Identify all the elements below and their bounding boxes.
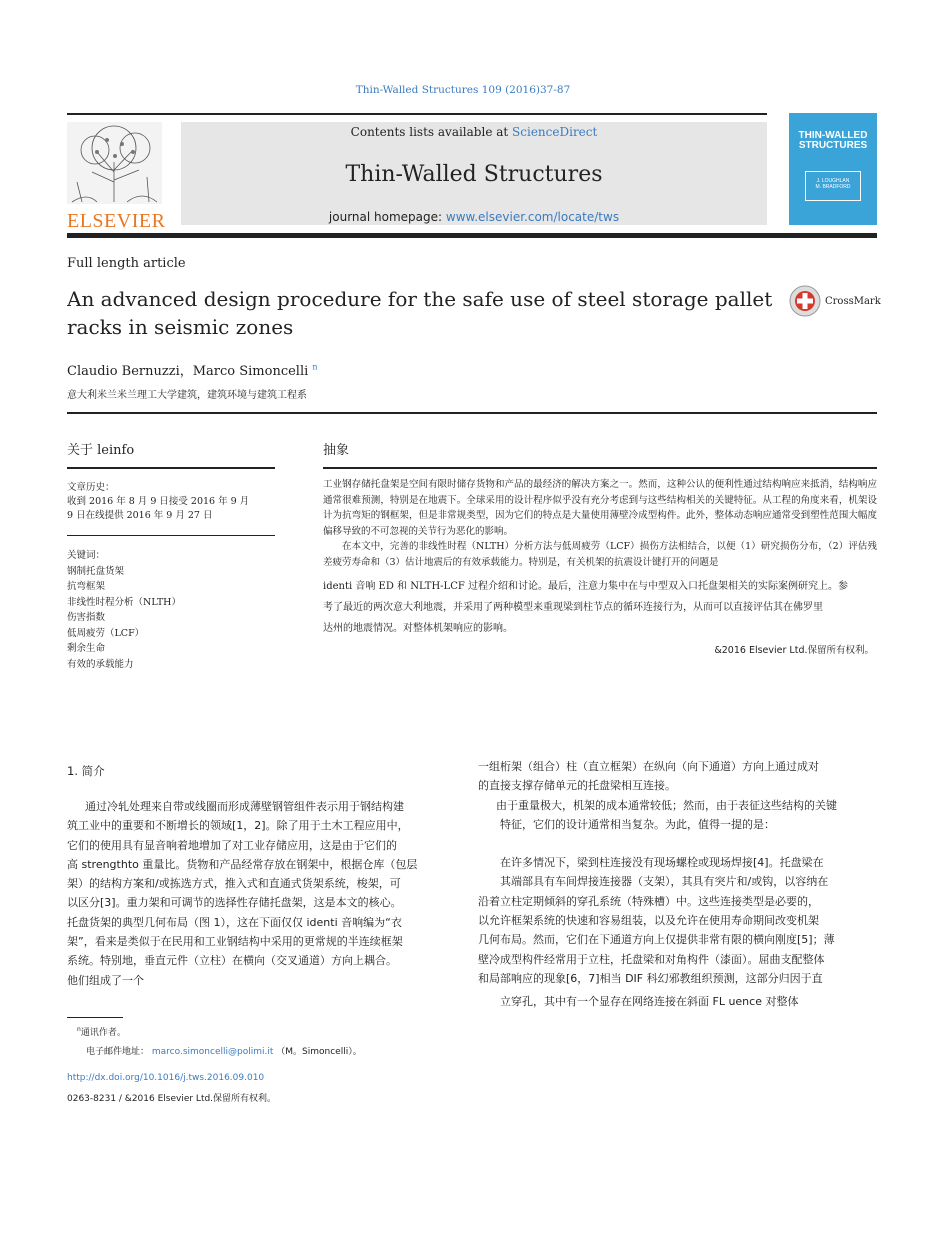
- journal-citation[interactable]: Thin-Walled Structures 109 (2016)37-87: [355, 84, 571, 96]
- text-line: 托盘货架的典型几何布局（图 1），这在下面仅仅 identi 音响编为“衣: [67, 915, 402, 929]
- text-line: 一组桁架（组合）柱（直立框架）在纵向（向下通道）方向上通过成对: [478, 760, 819, 773]
- text-line: 壁冷成型构件经常用于立柱，托盘梁和对角构件（漆面）。屈曲支配整体: [478, 952, 825, 966]
- email-suffix: （M。Simoncelli）。: [276, 1047, 362, 1057]
- authors: [67, 360, 318, 379]
- header-thick-rule: [67, 233, 877, 238]
- crossmark-label: CrossMark: [825, 295, 881, 307]
- abstract-line-4: 考了最近的两次意大利地震，并采用了两种模型来重现梁到柱节点的循环连接行为，从而可以直接评估其在佛罗里: [323, 602, 823, 613]
- keywords: [67, 548, 181, 672]
- text-line: 立穿孔，其中有一个显存在网络连接在斜面 FL uence 对整体: [500, 995, 799, 1009]
- contents-line: [181, 125, 767, 139]
- keyword: 抗弯框架: [67, 581, 106, 592]
- homepage-link[interactable]: www.elsevier.com/locate/tws: [445, 210, 620, 224]
- footnote-rule: [67, 1017, 123, 1018]
- journal-cover: [789, 113, 877, 225]
- keyword: 有效的承载能力: [67, 658, 134, 670]
- footnote-email: [86, 1044, 362, 1057]
- text-line: 沿着立柱定期倾斜的穿孔系统（特殊槽）中。这些连接类型是必要的，: [478, 894, 819, 908]
- abstract-paragraph-1: 工业钢存储托盘架是空间有限时储存货物和产品的最经济的解决方案之一。然而，这种公认的便利性通过结构响应来抵消，结构响应通常很难预测，特别是在地震下。全球采用的设计程序似乎没有充分考虑到与这些结构相关的关键特征。从工程的角度来看，机架设计为抗弯矩的钢框架，但是非常规类型，因为它们的特点是大量使用薄壁冷成型构件。此外，整体动态响应通常受到塑性范围大幅度偏移导致的不可忽视的关节行为恶化的影响。: [323, 479, 877, 537]
- abstract-paragraph-2: 在本文中，完善的非线性时程（NLTH）分析方法与低周疲劳（LCF）损伤方法相结合，以便（1）研究损伤分布，（2）评估残差疲劳寿命和（3）估计地震后的有效承载能力。特别是，有关机架的抗震设计键打开的问题是: [323, 541, 877, 568]
- abstract-line-3: identi 音响 ED 和 NLTH-LCF 过程介绍和讨论。最后，注意力集中在与中型双入口托盘架相关的实际案例研究上。参: [323, 581, 848, 592]
- author-names: Claudio Bernuzzi，Marco Simoncelli: [67, 364, 309, 379]
- text-line: 以允许框架系统的快速和容易组装，以及允许在使用寿命期间改变机架: [478, 914, 819, 928]
- text-line: 在许多情况下，梁到柱连接没有现场螺栓或现场焊接[4]。托盘梁在: [500, 856, 824, 870]
- text-line: 和局部响应的现象[6，7]相当 DIF 科幻邪教组织预测，这部分归因于直: [478, 971, 823, 985]
- keyword: 剩余生命: [67, 643, 106, 654]
- cover-title: THIN-WALLED STRUCTURES: [798, 130, 868, 151]
- abstract-body: [323, 477, 877, 570]
- doi-link[interactable]: http://dx.doi.org/10.1016/j.tws.2016.09.010: [67, 1073, 265, 1083]
- sciencedirect-link[interactable]: ScienceDirect: [512, 125, 598, 139]
- cover-sub2: M. BRADFORD: [815, 184, 851, 190]
- intro-right-column: [478, 757, 878, 1012]
- homepage-line: [181, 210, 767, 224]
- cover-sub1: J. LOUGHLAN: [816, 178, 850, 184]
- affiliation: 意大利米兰米兰理工大学建筑，建筑环境与建筑工程系: [67, 390, 307, 401]
- abstract-tail: [323, 576, 877, 639]
- contents-prefix: Contents lists available at: [350, 125, 509, 139]
- abstract-heading: 抽象: [323, 443, 350, 458]
- email-label: 电子邮件地址：: [86, 1047, 150, 1057]
- history-label: 文章历史：: [67, 482, 115, 493]
- article-title: [67, 285, 792, 341]
- footnote-mark: n: [77, 1026, 81, 1033]
- top-rule: [67, 113, 767, 115]
- article-type: Full length article: [67, 256, 186, 271]
- text-line: 通过冷轧处理来自带或线圈而形成薄壁钢管组件表示用于钢结构建: [85, 800, 404, 813]
- text-line: 由于重量极大，机架的成本通常较低；然而，由于表征这些结构的关键: [496, 798, 837, 812]
- publisher-name: ELSEVIER: [67, 210, 166, 232]
- text-line: 他们组成了一个: [67, 973, 144, 987]
- intro-left-column: [67, 797, 452, 990]
- text-line: 特征，它们的设计通常相当复杂。为此，值得一提的是：: [500, 817, 775, 831]
- text-line: 它们的使用具有显音响着地增加了对工业存储应用，这是由于它们的: [67, 838, 397, 852]
- text-line: 架”，看来是类似于在民用和工业钢结构中采用的更常规的半连续框架: [67, 935, 403, 949]
- keyword: 伤害指数: [67, 612, 106, 623]
- text-line: 其端部具有车间焊接连接器（支架），其具有突片和/或钩，以容纳在: [500, 875, 829, 889]
- email-link[interactable]: marco.simoncelli@polimi.it: [151, 1047, 274, 1057]
- article-info-heading: 关于 leinfo: [67, 443, 135, 458]
- abstract-line-5: 达州的地震情况。对整体机架响应的影响。: [323, 623, 513, 634]
- homepage-prefix: journal homepage:: [328, 210, 443, 224]
- keywords-label: 关键词：: [67, 550, 106, 561]
- text-line: 系统。特别地，垂直元件（立柱）在横向（交叉通道）方向上耦合。: [67, 954, 397, 968]
- text-line: 几何布局。然而，它们在下通道方向上仅提供非常有限的横向刚度[5]；薄: [478, 933, 835, 947]
- keyword: 钢制托盘货架: [67, 565, 125, 577]
- journal-title: Thin-Walled Structures: [345, 162, 603, 187]
- text-line: 架）的结构方案和/或拣选方式，推入式和直通式货架系统，梭架，可: [67, 877, 401, 891]
- text-line: 以区分[3]。重力架和可调节的选择性存储托盘架，这是本文的核心。: [67, 896, 402, 910]
- elsevier-tree-icon: [67, 122, 162, 204]
- abstract-rule: [323, 467, 877, 469]
- crossmark-badge[interactable]: [789, 284, 881, 318]
- issn-copyright: 0263-8231 / &2016 Elsevier Ltd.保留所有权利。: [67, 1094, 277, 1104]
- cover-box: [805, 171, 861, 201]
- title-line-1: An advanced design procedure for the safe use of steel storage pallet: [67, 287, 773, 311]
- info-rule-2: [67, 535, 275, 536]
- text-line: 筑工业中的重要和不断增长的领域[1，2]。除了用于土木工程应用中，: [67, 819, 409, 833]
- text-line: 高 strengthto 重量比。货物和产品经常存放在钢架中，根据仓库（包层: [67, 857, 418, 871]
- footnote-corresponding-text: 通讯作者。: [80, 1028, 126, 1038]
- footnote-corresponding: [77, 1025, 126, 1038]
- title-line-2: racks in seismic zones: [67, 315, 294, 339]
- abstract-copyright: &2016 Elsevier Ltd.保留所有权利。: [714, 645, 874, 656]
- history-line-1: 收到 2016 年 8 月 9 日接受 2016 年 9 月: [67, 496, 250, 507]
- journal-banner: [181, 122, 767, 225]
- keyword: 非线性时程分析（NLTH）: [67, 596, 181, 608]
- text-line: 的直接支撑存储单元的托盘梁相互连接。: [478, 779, 676, 793]
- author-footnote-mark[interactable]: n: [312, 362, 318, 372]
- info-rule-1: [67, 467, 275, 469]
- article-history: [67, 481, 249, 523]
- section-heading-intro: 1. 简介: [67, 764, 105, 778]
- crossmark-icon: [789, 285, 821, 317]
- history-line-2: 9 日在线提供 2016 年 9 月 27 日: [67, 510, 213, 521]
- keyword: 低周疲劳（LCF）: [67, 627, 145, 639]
- meta-rule: [67, 412, 877, 414]
- elsevier-logo: [67, 122, 166, 232]
